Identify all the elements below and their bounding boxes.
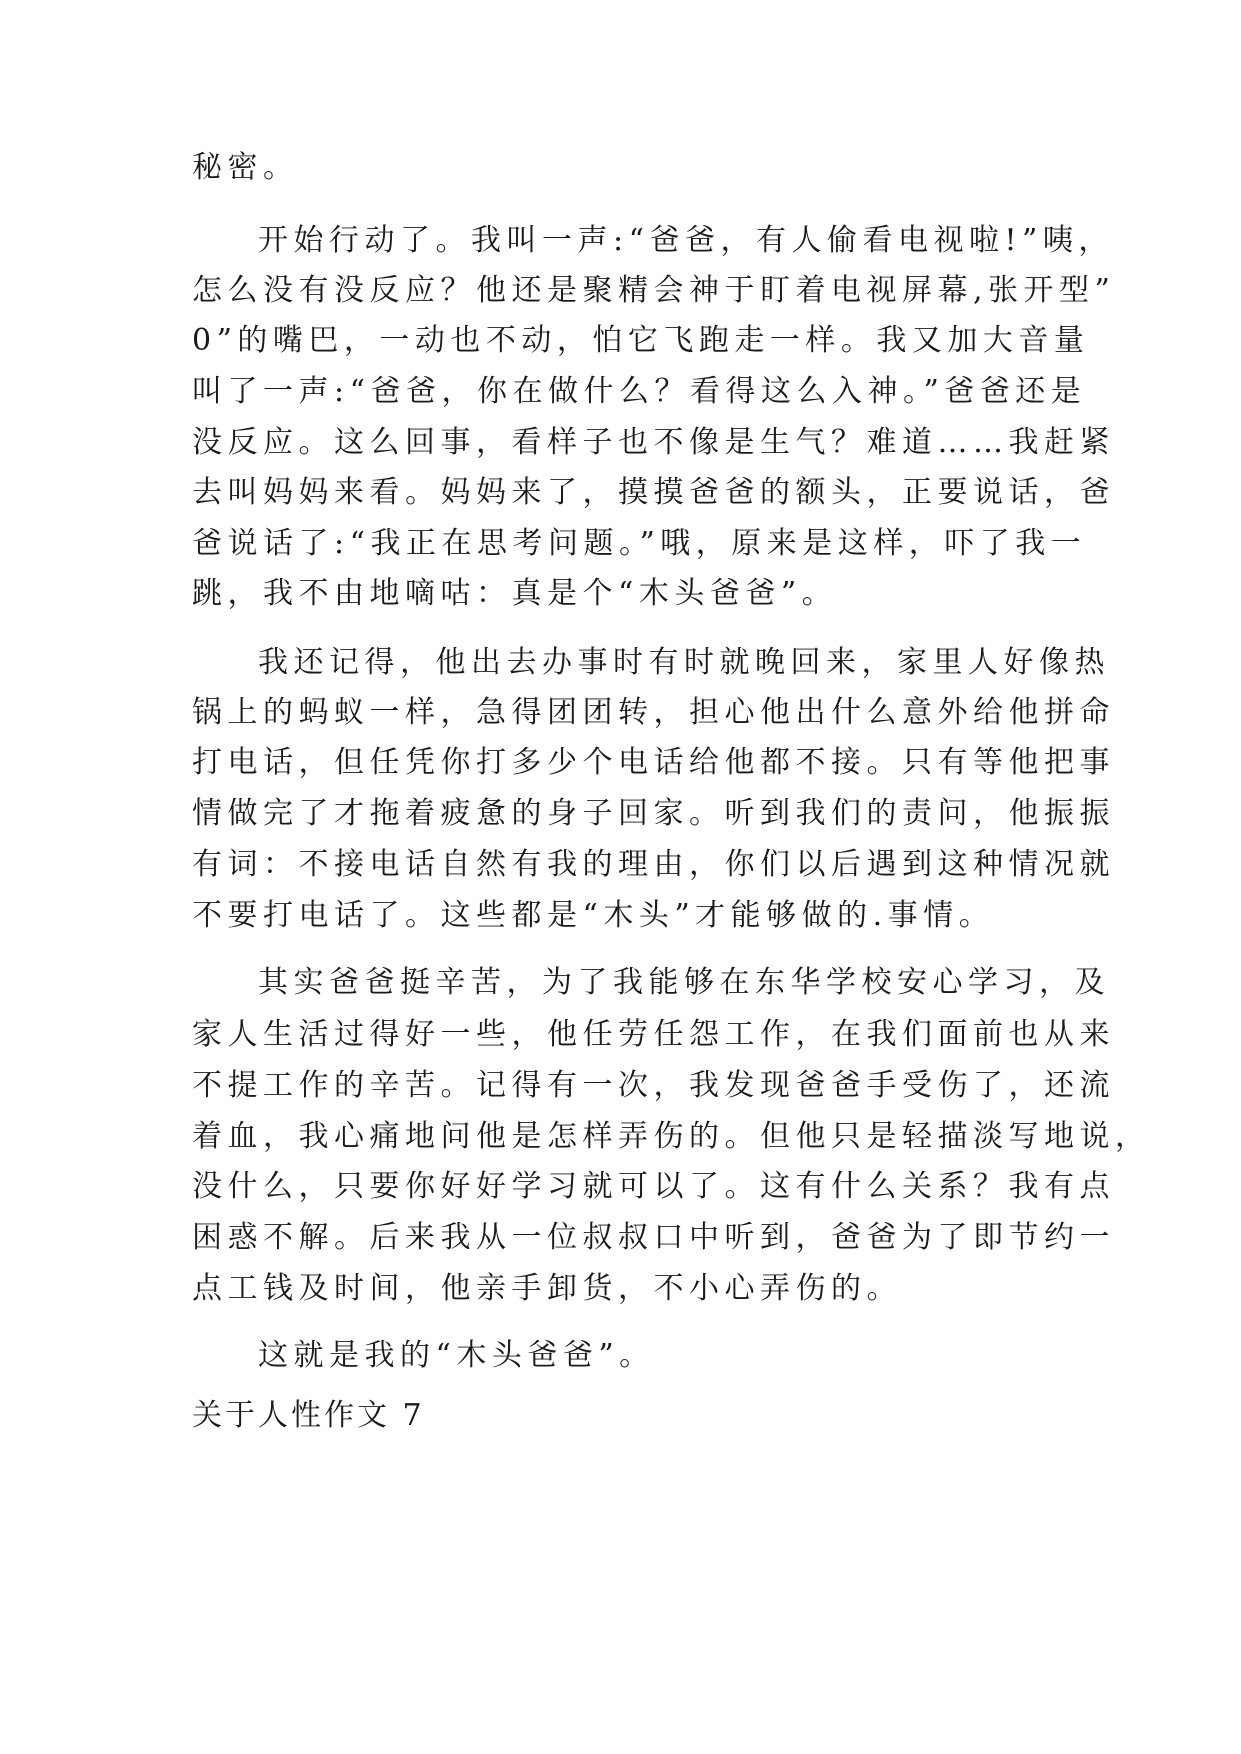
section-heading: 关于人性作文 7 — [192, 1398, 425, 1433]
text-line: 爸说话了:“我正在思考问题。”哦，原来是这样，吓了我一 — [192, 526, 1087, 561]
text-line: 情做完了才拖着疲惫的身子回家。听到我们的责问，他振振 — [192, 796, 1115, 831]
text-line: 打电话，但任凭你打多少个电话给他都不接。只有等他把事 — [192, 745, 1115, 780]
text-line: 没什么，只要你好好学习就可以了。这有什么关系？我有点 — [192, 1169, 1115, 1204]
paragraph-first-line: 这就是我的“木头爸爸”。 — [258, 1338, 655, 1373]
text-line: 有词：不接电话自然有我的理由，你们以后遇到这种情况就 — [192, 847, 1115, 882]
text-line: 怎么没有没反应？他还是聚精会神于盯着电视屏幕,张开型” — [192, 273, 1116, 308]
text-line: 0”的嘴巴，一动也不动，怕它飞跑走一样。我又加大音量 — [192, 323, 1090, 358]
text-line: 家人生活过得好一些，他任劳任怨工作，在我们面前也从来 — [192, 1017, 1115, 1052]
text-line: 叫了一声:“爸爸，你在做什么？看得这么入神。”爸爸还是 — [192, 374, 1087, 409]
text-line: 秘密。 — [192, 150, 299, 185]
paragraph-first-line: 开始行动了。我叫一声:“爸爸，有人偷看电视啦!”咦， — [258, 223, 1114, 258]
text-line: 点工钱及时间，他亲手卸货，不小心弄伤的。 — [192, 1271, 902, 1306]
text-line: 锅上的蚂蚁一样，急得团团转，担心他出什么意外给他拼命 — [192, 695, 1115, 730]
text-line: 去叫妈妈来看。妈妈来了，摸摸爸爸的额头，正要说话，爸 — [192, 475, 1115, 510]
text-line: 不要打电话了。这些都是“木头”才能够做的.事情。 — [192, 898, 995, 933]
paragraph-first-line: 其实爸爸挺辛苦，为了我能够在东华学校安心学习，及 — [258, 965, 1110, 1000]
paragraph-first-line: 我还记得，他出去办事时有时就晚回来，家里人好像热 — [258, 645, 1110, 680]
text-line: 着血，我心痛地问他是怎样弄伤的。但他只是轻描淡写地说， — [192, 1119, 1151, 1154]
text-line: 没反应。这么回事，看样子也不像是生气？难道……我赶紧 — [192, 425, 1115, 460]
text-line: 困惑不解。后来我从一位叔叔口中听到，爸爸为了即节约一 — [192, 1220, 1115, 1255]
text-line: 跳，我不由地嘀咕：真是个“木头爸爸”。 — [192, 576, 838, 611]
text-line: 不提工作的辛苦。记得有一次，我发现爸爸手受伤了，还流 — [192, 1068, 1115, 1103]
